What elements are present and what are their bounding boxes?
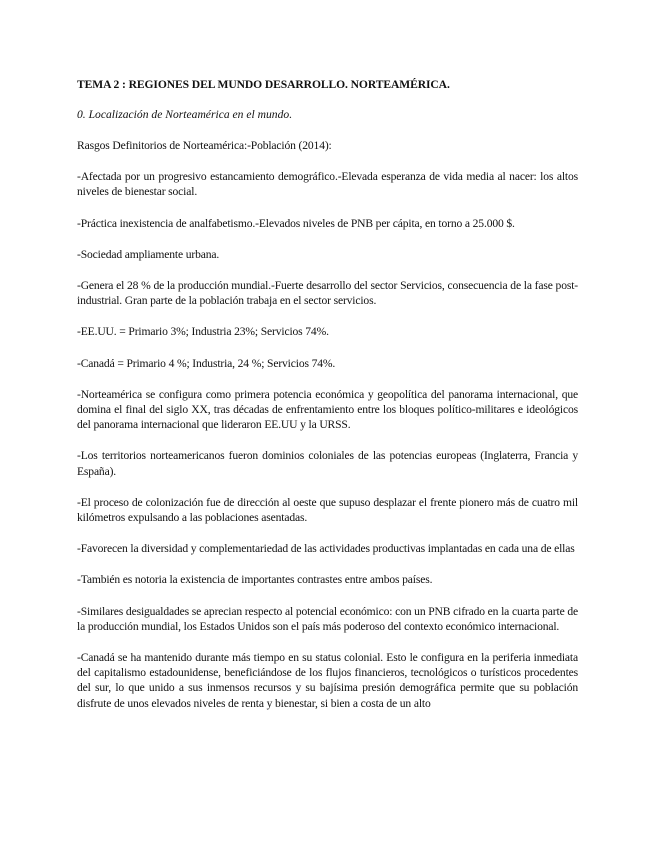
paragraph: -Favorecen la diversidad y complementariedad de las actividades productivas implantadas en cada una de ellas: [77, 542, 575, 556]
document-subtitle: 0. Localización de Norteamérica en el mundo.: [77, 108, 293, 121]
paragraph: -Sociedad ampliamente urbana.: [77, 247, 220, 261]
paragraph: -Genera el 28 % de la producción mundial.-Fuerte desarrollo del sector Servicios, consecuencia de la fase post-industrial. Gran parte de la población trabaja en el sector servicios.: [77, 279, 578, 308]
paragraph: -Canadá se ha mantenido durante más tiempo en su status colonial. Esto le configura en la periferia inmediata del capitalismo estadounidense, beneficiándose de los flujos financieros, tecnológicos o turísticos procedentes del sur, lo que unido a sus inmensos recursos y su bajísima presión demográfica permite que su población disfrute de unos elevados niveles de renta y bienestar, si bien a costa de un alto: [77, 651, 578, 710]
paragraph: -El proceso de colonización fue de dirección al oeste que supuso desplazar el frente pionero más de cuatro mil kilómetros expulsando a las poblaciones asentadas.: [77, 495, 578, 525]
paragraph: -Norteamérica se configura como primera potencia económica y geopolítica del panorama internacional, que domina el final del siglo XX, tras décadas de enfrentamiento entre los bloques político-militares e ideológicos del panorama internacional que lideraron EE.UU y la URSS.: [77, 387, 578, 432]
paragraph: -EE.UU. = Primario 3%; Industria 23%; Servicios 74%.: [77, 325, 329, 339]
document-title: TEMA 2 : REGIONES DEL MUNDO DESARROLLO. NORTEAMÉRICA.: [77, 78, 450, 91]
paragraph: Rasgos Definitorios de Norteamérica:-Población (2014):: [77, 139, 332, 152]
paragraph: -Práctica inexistencia de analfabetismo.-Elevados niveles de PNB per cápita, en torno a 25.000 $.: [77, 216, 515, 230]
document-body: [77, 78, 578, 711]
paragraph: -Similares desigualdades se aprecian respecto al potencial económico: con un PNB cifrado en la cuarta parte de la producción mundial, los Estados Unidos son el país más poderoso del contexto económico internacional.: [77, 604, 578, 633]
paragraph: -Canadá = Primario 4 %; Industria, 24 %; Servicios 74%.: [77, 356, 336, 370]
paragraph: -Los territorios norteamericanos fueron dominios coloniales de las potencias europeas (Inglaterra, Francia y España).: [77, 449, 578, 478]
paragraph: -Afectada por un progresivo estancamiento demográfico.-Elevada esperanza de vida media al nacer: los altos niveles de bienestar social.: [77, 170, 578, 199]
paragraph: -También es notoria la existencia de importantes contrastes entre ambos países.: [77, 573, 433, 587]
